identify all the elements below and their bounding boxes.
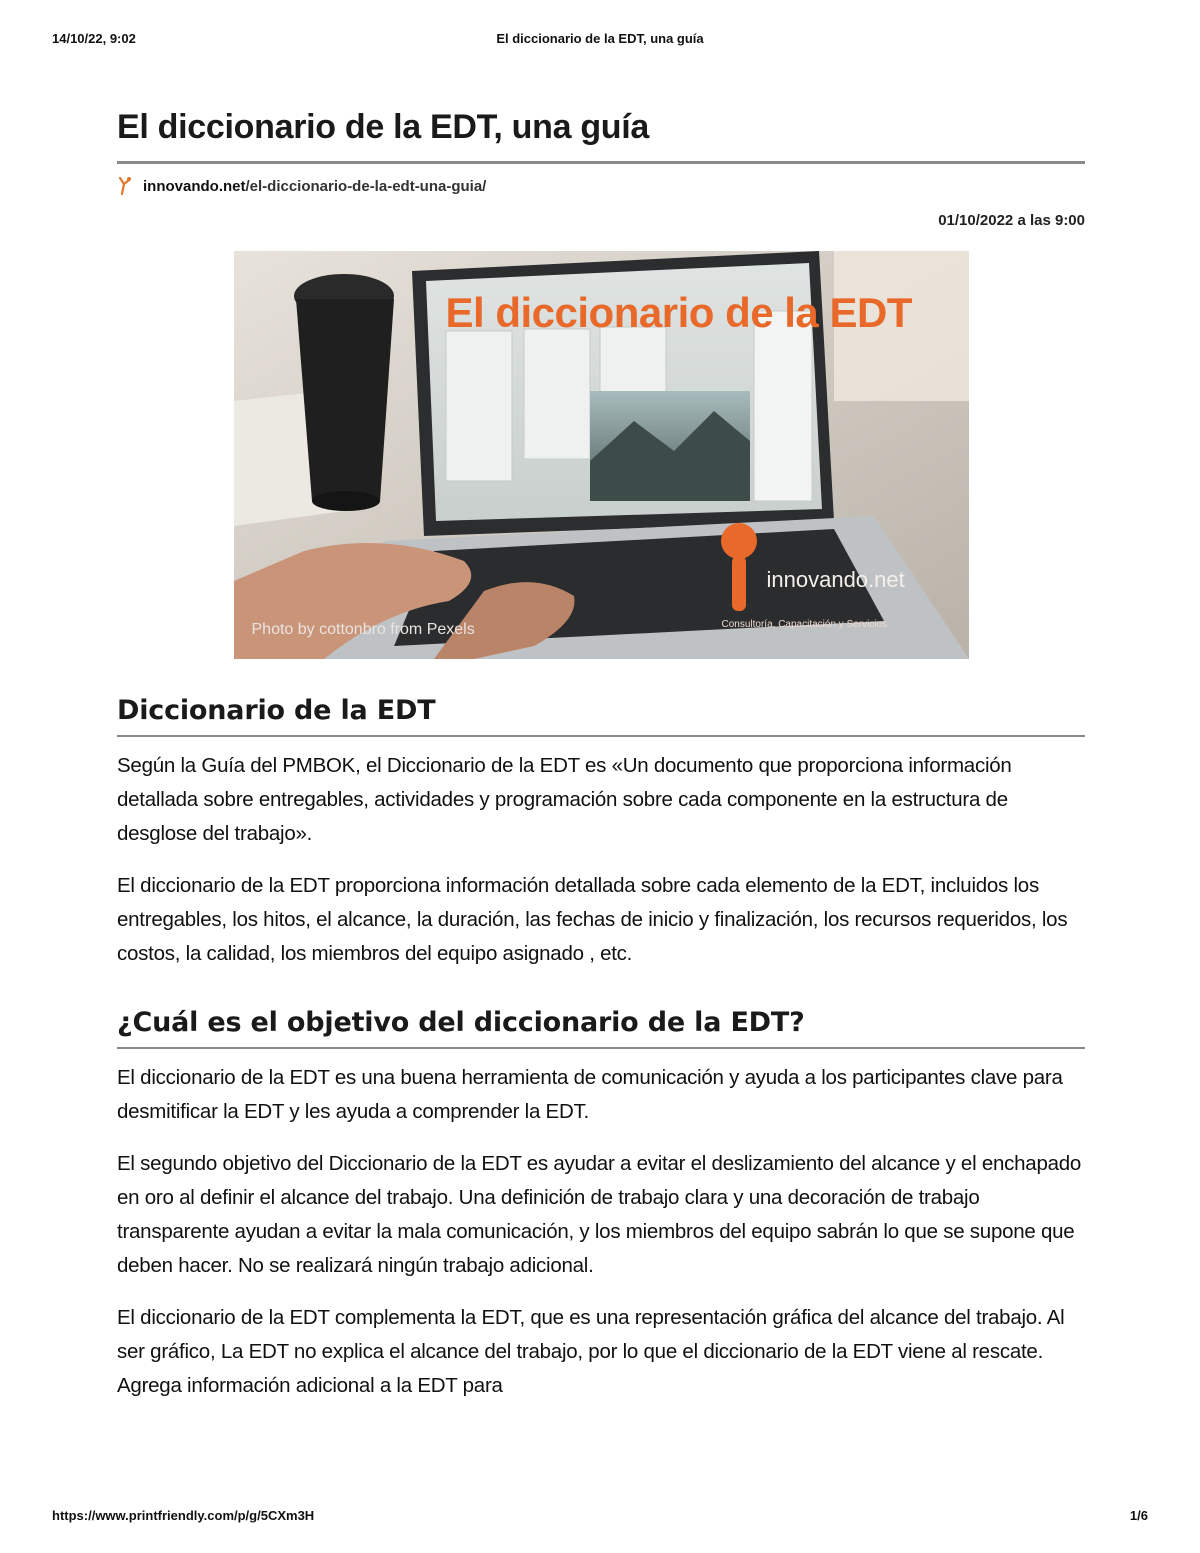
link-icon [117, 176, 133, 196]
print-datetime: 14/10/22, 9:02 [52, 31, 136, 46]
hero-tagline: Consultoría, Capacitación y Servicios [721, 619, 888, 630]
print-doc-title: El diccionario de la EDT, una guía [496, 31, 704, 46]
section-heading: ¿Cuál es el objetivo del diccionario de la EDT? [117, 1007, 1085, 1049]
publish-date: 01/10/2022 a las 9:00 [938, 212, 1085, 229]
print-header [52, 31, 1148, 49]
source-link[interactable] [117, 176, 1085, 196]
hero-overlay-title: El diccionario de la EDT [445, 289, 912, 336]
article-title: El diccionario de la EDT, una guía [117, 108, 1085, 164]
paragraph: El diccionario de la EDT complementa la EDT, que es una representación gráfica del alcance del trabajo. Al ser gráfico, La EDT no explica el alcance del trabajo, por lo que el diccionario de la EDT viene al rescate. Agrega información adicional a la EDT para [117, 1306, 1065, 1397]
page-number: 1/6 [1129, 1508, 1148, 1523]
section-diccionario [117, 695, 1085, 971]
paragraph: El diccionario de la EDT proporciona información detallada sobre cada elemento de la EDT, incluidos los entregables, los hitos, el alcance, la duración, las fechas de inicio y finalización, los recursos requeridos, los costos, la calidad, los miembros del equipo asignado , etc. [117, 874, 1068, 965]
print-url[interactable]: https://www.printfriendly.com/p/g/5CXm3H [52, 1508, 315, 1523]
hero-photo-credit: Photo by cottonbro from Pexels [251, 621, 475, 638]
article [117, 108, 1085, 1403]
source-path: /el-diccionario-de-la-edt-una-guia/ [245, 177, 487, 195]
source-domain: innovando.net [143, 177, 246, 195]
hero-brand: innovando.net [766, 567, 905, 592]
paragraph: El diccionario de la EDT es una buena herramienta de comunicación y ayuda a los participantes clave para desmitificar la EDT y les ayuda a comprender la EDT. [117, 1066, 1063, 1123]
section-heading: Diccionario de la EDT [117, 695, 1085, 737]
hero-image [234, 251, 969, 659]
paragraph: El segundo objetivo del Diccionario de la EDT es ayudar a evitar el deslizamiento del alcance y el enchapado en oro al definir el alcance del trabajo. Una definición de trabajo clara y una decoración de trabajo transparente ayudan a evitar la mala comunicación, y los miembros del equipo sabrán lo que se supone que deben hacer. No se realizará ningún trabajo adicional. [117, 1152, 1082, 1277]
paragraph: Según la Guía del PMBOK, el Diccionario de la EDT es «Un documento que proporciona información detallada sobre entregables, actividades y programación sobre cada componente en la estructura de desglose del trabajo». [117, 754, 1012, 845]
section-objetivo [117, 1007, 1085, 1403]
print-footer [52, 1508, 1148, 1526]
